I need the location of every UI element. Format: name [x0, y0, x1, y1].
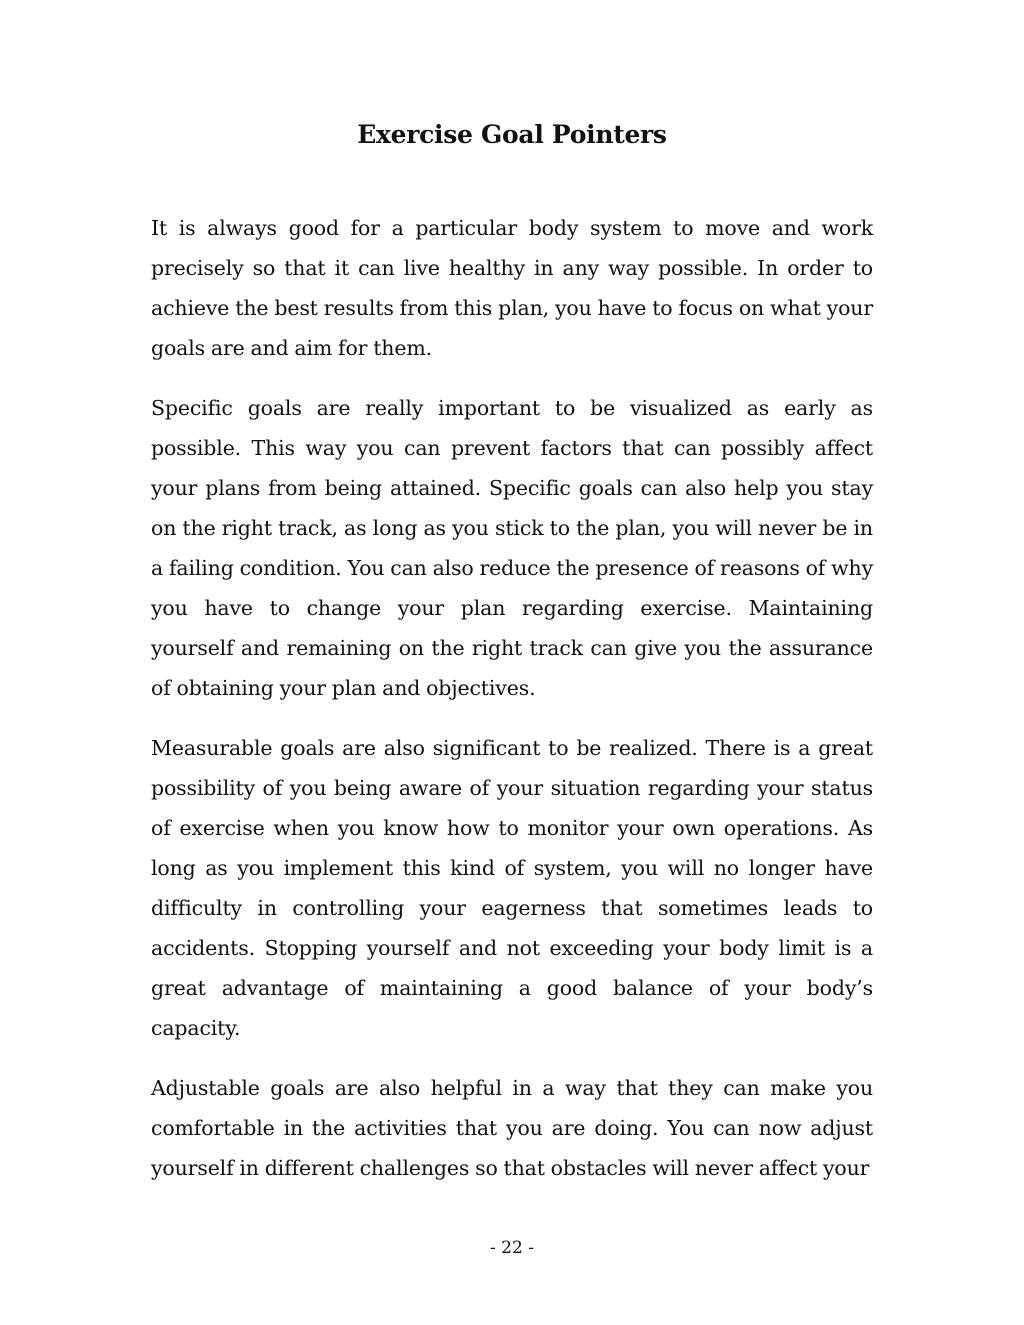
paragraph-adjustable-goals: Adjustable goals are also helpful in a way that they can make you comfortable in the activities that you are doing. You can now adjust yourself in different challenges so that obstacles will never affect your: [151, 1076, 873, 1180]
paragraph-intro: It is always good for a particular body system to move and work precisely so that it can live healthy in any way possible. In order to achieve the best results from this plan, you have to focus on what your goals are and aim for them.: [151, 216, 873, 360]
paragraph-measurable-goals: Measurable goals are also significant to be realized. There is a great possibility of you being aware of your situation regarding your status of exercise when you know how to monitor your own operations. As long as you implement this kind of system, you will no longer have difficulty in controlling your eagerness that sometimes leads to accidents. Stopping yourself and not exceeding your body limit is a great advantage of maintaining a good balance of your body’s capacity.: [151, 736, 873, 1040]
page-title: Exercise Goal Pointers: [357, 120, 667, 149]
body-text: [151, 208, 873, 1208]
page-number: - 22 -: [490, 1238, 534, 1258]
paragraph-specific-goals: Specific goals are really important to be visualized as early as possible. This way you can prevent factors that can possibly affect your plans from being attained. Specific goals can also help you stay on the right track, as long as you stick to the plan, you will never be in a failing condition. You can also reduce the presence of reasons of why you have to change your plan regarding exercise. Maintaining yourself and remaining on the right track can give you the assurance of obtaining your plan and objectives.: [151, 396, 873, 700]
